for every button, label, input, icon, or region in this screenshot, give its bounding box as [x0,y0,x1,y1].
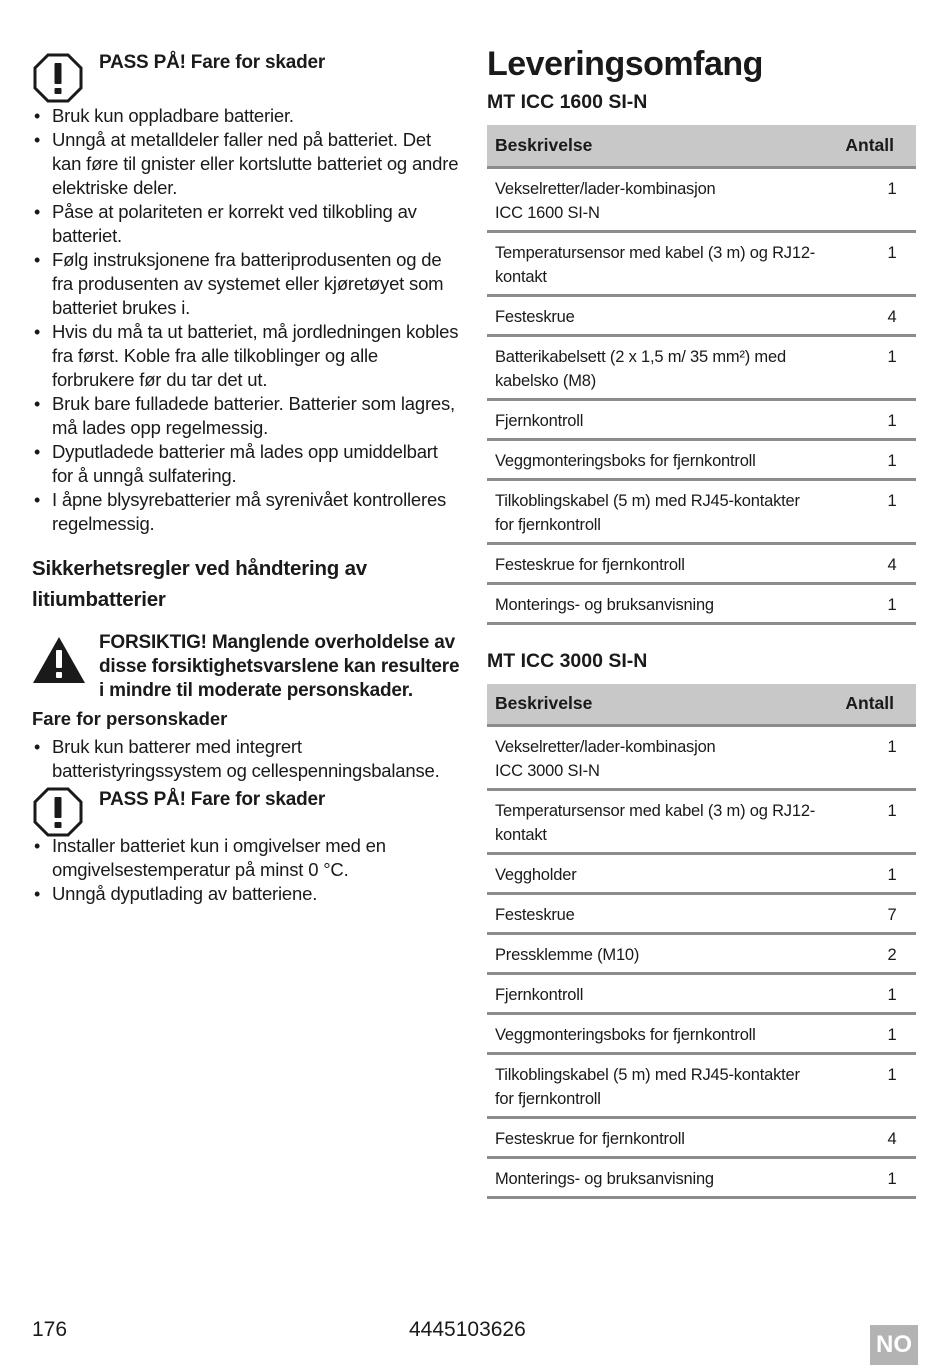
model1-table [487,125,916,625]
item-description: Pressklemme (M10) [487,934,826,974]
table-header-row [487,684,916,726]
item-description: Tilkoblingskabel (5 m) med RJ45-kontakter for fjernkontroll [487,479,826,543]
item-description: Fjernkontroll [487,974,826,1014]
model2-title: MT ICC 3000 SI-N [487,649,648,672]
table-row [487,726,916,790]
item-quantity: 1 [826,479,916,543]
item-quantity: 1 [826,231,916,295]
table-row [487,479,916,543]
table-row [487,231,916,295]
item-description: Fjernkontroll [487,399,826,439]
table-row [487,854,916,894]
item-quantity: 1 [826,399,916,439]
item-quantity: 2 [826,934,916,974]
item-quantity: 1 [826,854,916,894]
item-description: Vekselretter/lader-kombinasjon ICC 1600 SI-N [487,167,826,231]
item-description: Veggmonteringsboks for fjernkontroll [487,1014,826,1054]
table-row [487,295,916,335]
document-number: 4445103626 [409,1318,526,1341]
item-quantity: 1 [826,439,916,479]
item-description: Temperatursensor med kabel (3 m) og RJ12-kontakt [487,231,826,295]
description-header: Beskrivelse [487,125,826,167]
table-header-row [487,125,916,167]
notice-warning-1-list [32,104,462,536]
list-item: • Bruk kun batterer med integrert batteristyringssystem og cellespenningsbalanse. [32,735,462,783]
item-description: Festeskrue for fjernkontroll [487,543,826,583]
left-column [32,48,462,906]
notice-warning-2-list [32,834,462,906]
item-description: Festeskrue for fjernkontroll [487,1118,826,1158]
item-description: Tilkoblingskabel (5 m) med RJ45-kontakter for fjernkontroll [487,1054,826,1118]
item-description: Vekselretter/lader-kombinasjon ICC 3000 SI-N [487,726,826,790]
item-description: Veggmonteringsboks for fjernkontroll [487,439,826,479]
list-item: • Unngå dyputlading av batteriene. [32,882,462,906]
list-item: • Dyputladede batterier må lades opp umiddelbart for å unngå sulfatering. [32,440,462,488]
table-row [487,974,916,1014]
table-row [487,894,916,934]
list-item: • I åpne blysyrebatterier må syrenivået kontrolleres regelmessig. [32,488,462,536]
item-description: Monterings- og bruksanvisning [487,583,826,623]
item-description: Festeskrue [487,894,826,934]
language-badge: NO [870,1325,918,1365]
item-quantity: 1 [826,167,916,231]
notice-warning-2-title: PASS PÅ! Fare for skader [99,789,326,810]
notice-warning-2 [32,788,462,840]
caution-warning [32,631,462,703]
notice-warning-1 [32,48,462,100]
table-row [487,167,916,231]
table-row [487,583,916,623]
item-quantity: 1 [826,974,916,1014]
item-description: Temperatursensor med kabel (3 m) og RJ12-kontakt [487,790,826,854]
right-column [487,44,916,1199]
lithium-section-heading: Sikkerhetsregler ved håndtering av litiumbatterier [32,557,368,611]
quantity-header: Antall [826,125,916,167]
exclamation-octagon-icon [32,786,84,838]
model1-title: MT ICC 1600 SI-N [487,91,648,113]
notice-warning-1-title: PASS PÅ! Fare for skader [99,52,326,73]
item-quantity: 1 [826,1054,916,1118]
item-quantity: 4 [826,1118,916,1158]
list-item: • Følg instruksjonene fra batteriprodusenten og de fra produsenten av systemet eller kjøretøyet som batteriet brukes i. [32,248,462,320]
table-row [487,335,916,399]
item-quantity: 4 [826,543,916,583]
table-row [487,1158,916,1198]
table-row [487,1014,916,1054]
page-number: 176 [32,1318,68,1341]
list-item: • Unngå at metalldeler faller ned på batteriet. Det kan føre til gnister eller kortslutte batteriet og andre elektriske deler. [32,128,462,200]
item-quantity: 7 [826,894,916,934]
item-quantity: 1 [826,335,916,399]
table-row [487,439,916,479]
table-row [487,543,916,583]
item-description: Batterikabelsett (2 x 1,5 m/ 35 mm²) med kabelsko (M8) [487,335,826,399]
item-quantity: 1 [826,1158,916,1198]
table-row [487,1118,916,1158]
item-description: Monterings- og bruksanvisning [487,1158,826,1198]
personal-injury-heading: Fare for personskader [32,708,228,729]
table-row [487,1054,916,1118]
table-row [487,934,916,974]
list-item: • Påse at polariteten er korrekt ved tilkobling av batteriet. [32,200,462,248]
table-row [487,790,916,854]
list-item: • Bruk kun oppladbare batterier. [32,104,462,128]
exclamation-octagon-icon [32,52,84,104]
table-row [487,399,916,439]
item-quantity: 1 [826,1014,916,1054]
caution-warning-title: FORSIKTIG! Manglende overholdelse av disse forsiktighetsvarslene kan resultere i mindre til moderate personskader. [99,632,460,701]
item-quantity: 4 [826,295,916,335]
item-description: Festeskrue [487,295,826,335]
scope-of-delivery-title: Leveringsomfang [487,45,763,83]
item-description: Veggholder [487,854,826,894]
item-quantity: 1 [826,726,916,790]
description-header: Beskrivelse [487,684,826,726]
warning-triangle-icon [31,635,87,685]
list-item: • Bruk bare fulladede batterier. Batterier som lagres, må lades opp regelmessig. [32,392,462,440]
item-quantity: 1 [826,790,916,854]
list-item: • Hvis du må ta ut batteriet, må jordledningen kobles fra først. Koble fra alle tilkoblinger og alle forbrukere før du tar det ut. [32,320,462,392]
quantity-header: Antall [826,684,916,726]
list-item: • Installer batteriet kun i omgivelser med en omgivelsestemperatur på minst 0 °C. [32,834,462,882]
personal-injury-list [32,735,462,783]
item-quantity: 1 [826,583,916,623]
model2-table [487,684,916,1200]
